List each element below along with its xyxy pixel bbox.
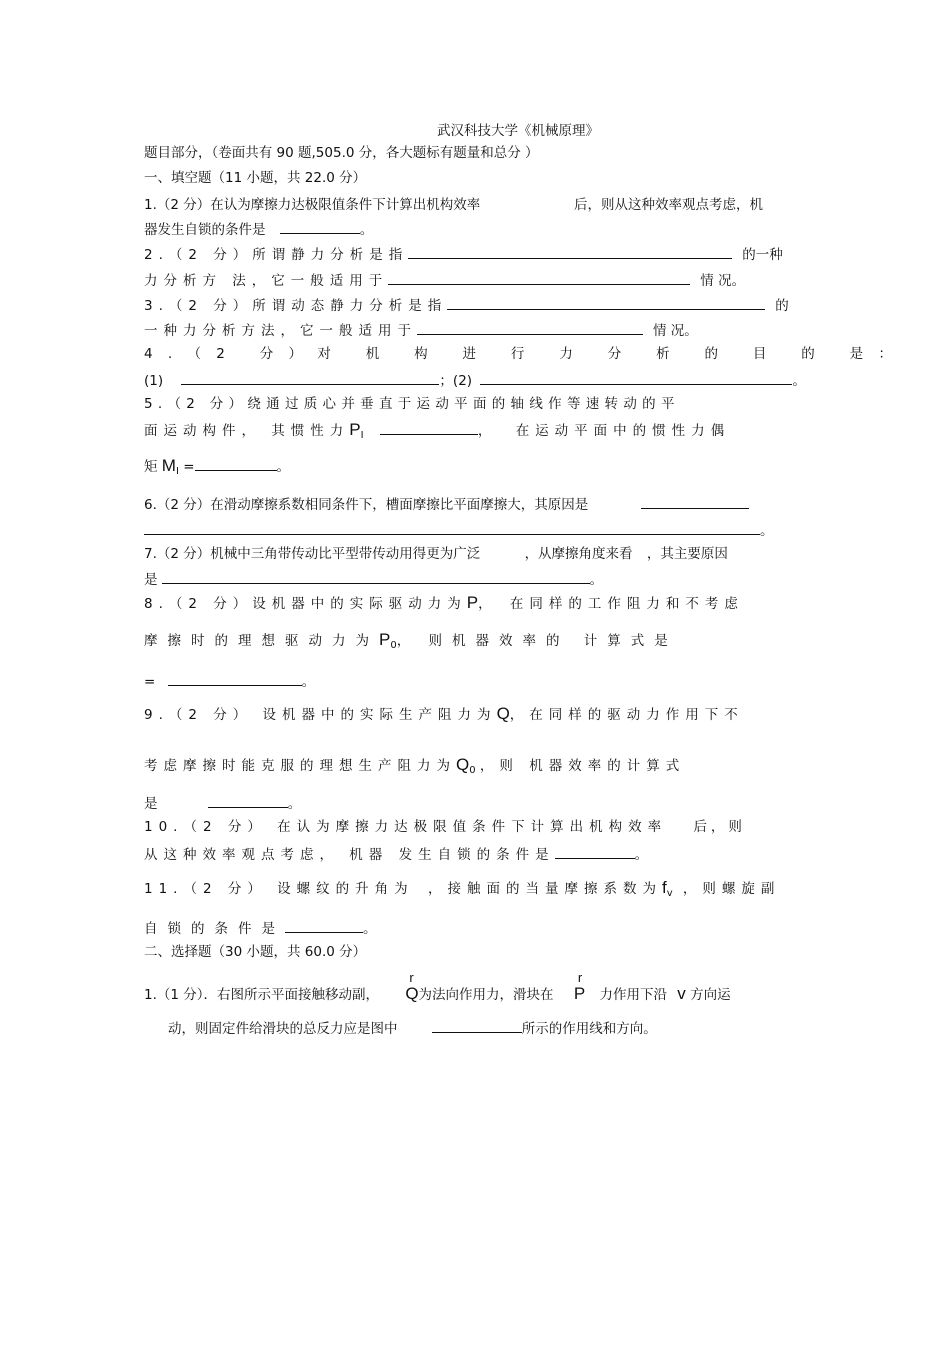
q5-line-1: 5.（2 分）绕通过质心并垂直于运动平面的轴线作等速转动的平 (144, 396, 680, 412)
q3-line-1: 3.（2 分）所谓动态静力分析是指 的 (144, 295, 789, 315)
answer-blank[interactable] (447, 295, 765, 310)
q8-line-3: = 。 (144, 671, 315, 691)
s2q1-line-2: 动，则固定件给滑块的总反力应是图中 所示的作用线和方向。 (168, 1018, 657, 1038)
vector-p-symbol: r P (573, 970, 586, 1003)
answer-blank[interactable] (181, 370, 439, 385)
answer-blank[interactable] (168, 671, 302, 686)
q11-line-2: 自锁的条件是 。 (144, 918, 377, 938)
q6-line-1: 6.（2 分）在滑动摩擦系数相同条件下，槽面摩擦比平面摩擦大，其原因是 (144, 494, 749, 514)
q9-line-1: 9.（2 分） 设机器中的实际生产阻力为Q，在同样的驱动力作用下不 (144, 704, 744, 723)
q4-line-1: 4.（2 分）对 机 构 进 行 力 分 析 的 目 的 是： (144, 346, 908, 362)
q10-line-2: 从这种效率观点考虑， 机器 发生自锁的条件是 。 (144, 844, 648, 864)
q10-line-1: 10.（2 分） 在认为摩擦力达极限值条件下计算出机构效率 后，则 (144, 819, 746, 835)
answer-blank[interactable] (144, 520, 760, 535)
answer-blank[interactable] (208, 793, 288, 808)
answer-blank[interactable] (280, 219, 360, 234)
q3-line-2: 一种力分析方法，它一般适用于 情 况。 (144, 320, 698, 340)
answer-blank[interactable] (388, 270, 690, 285)
answer-blank[interactable] (408, 244, 732, 259)
q7-line-2: 是 。 (144, 569, 603, 589)
answer-blank[interactable] (480, 370, 792, 385)
answer-blank[interactable] (380, 420, 478, 435)
answer-blank[interactable] (285, 918, 363, 933)
q4-line-2: (1) ；(2) 。 (144, 370, 806, 390)
q6-line-2: 。 (144, 520, 774, 540)
q9-line-2: 考虑摩擦时能克服的理想生产阻力为$Q_0$ ，则 机器效率的计算式 (144, 755, 686, 776)
q2-line-2: 力分析方 法，它一般适用于 情 况。 (144, 270, 745, 290)
answer-blank[interactable] (417, 320, 643, 335)
answer-blank[interactable] (162, 569, 590, 584)
q1-line-1b: 后，则从这种效率观点考虑，机 (574, 197, 763, 213)
exam-header: 题目部分，（卷面共有 90 题,505.0 分，各大题标有题量和总分 ） (144, 145, 539, 161)
q8-line-1: 8.（2 分）设机器中的实际驱动力为P， 在同样的工作阻力和不考虑 (144, 593, 744, 612)
answer-blank[interactable] (432, 1018, 522, 1033)
q5-line-3: 矩 $M_I$ = 。 (144, 456, 291, 477)
section-fill-in-heading: 一、填空题（11 小题，共 22.0 分） (144, 170, 367, 186)
q11-line-1: 11.（2 分） 设螺纹的升角为 ，接触面的当量摩擦系数为$f_v$ ，则螺旋副 (144, 878, 781, 899)
q9-line-3: 是 。 (144, 793, 301, 813)
answer-blank[interactable] (555, 844, 635, 859)
q1-line-1: 1.（2 分）在认为摩擦力达极限值条件下计算出机构效率 (144, 197, 481, 213)
vector-q-symbol: r Q (405, 970, 419, 1003)
q8-line-2: 摩擦时的理想驱动力为$P_0$， 则机器效率的 计算式是 (144, 630, 678, 651)
q7-line-1: 7.（2 分）机械中三角带传动比平型带传动用得更为广泛 ，从摩擦角度来看 ，其主要原因 (144, 546, 728, 562)
answer-blank[interactable] (641, 494, 749, 509)
section-choice-heading: 二、选择题（30 小题，共 60.0 分） (144, 944, 367, 960)
answer-blank[interactable] (195, 456, 277, 471)
document-title: 武汉科技大学《机械原理》 (437, 123, 599, 139)
q5-line-2: 面运动构件， 其惯性力$P_I$ ， 在运动平面中的惯性力偶 (144, 420, 731, 441)
q2-line-1: 2.（2 分）所谓静力分析是指 的一种 (144, 244, 783, 264)
s2q1-line-1: 1.（1 分）．右图所示平面接触移动副， r Q为法向作用力，滑块在 r P 力作用下沿 v 方向运 (144, 970, 731, 1003)
q1-line-2: 器发生自锁的条件是 。 (144, 219, 373, 239)
